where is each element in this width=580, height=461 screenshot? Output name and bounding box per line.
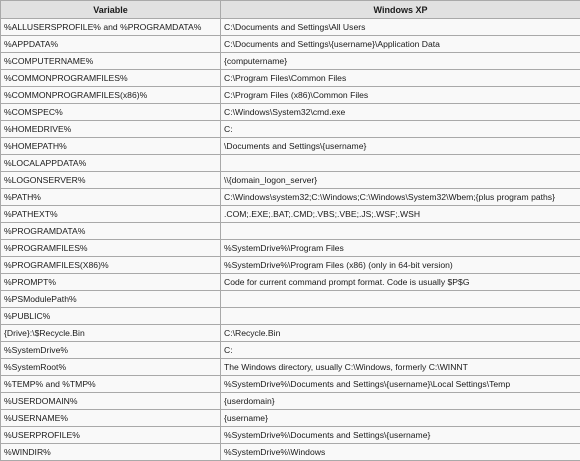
table-row	[1, 427, 580, 444]
table-row	[1, 19, 580, 36]
value-cell	[221, 291, 580, 308]
table-row	[1, 274, 580, 291]
value-cell: C:\Documents and Settings\All Users	[221, 19, 580, 36]
table-row	[1, 121, 580, 138]
table-row	[1, 172, 580, 189]
value-cell: C:	[221, 342, 580, 359]
table-row	[1, 70, 580, 87]
variable-cell: %PUBLIC%	[1, 308, 221, 325]
variable-cell: %PATHEXT%	[1, 206, 221, 223]
table-row	[1, 240, 580, 257]
table-row	[1, 104, 580, 121]
variable-cell: %PROGRAMFILES(X86)%	[1, 257, 221, 274]
value-cell: C:\Recycle.Bin	[221, 325, 580, 342]
table-row	[1, 444, 580, 461]
value-cell	[221, 223, 580, 240]
value-cell: C:\Program Files\Common Files	[221, 70, 580, 87]
table-body	[1, 19, 580, 461]
variable-cell: %LOCALAPPDATA%	[1, 155, 221, 172]
value-cell: \Documents and Settings\{username}	[221, 138, 580, 155]
value-cell: %SystemDrive%\Documents and Settings\{username}	[221, 427, 580, 444]
value-cell: {computername}	[221, 53, 580, 70]
table-row	[1, 376, 580, 393]
table-row	[1, 223, 580, 240]
table-row	[1, 138, 580, 155]
table-row	[1, 36, 580, 53]
variable-cell: %ALLUSERSPROFILE% and %PROGRAMDATA%	[1, 19, 221, 36]
variable-cell: %COMSPEC%	[1, 104, 221, 121]
variable-cell: %PATH%	[1, 189, 221, 206]
table-row	[1, 342, 580, 359]
variable-cell: %PSModulePath%	[1, 291, 221, 308]
variable-cell: %COMPUTERNAME%	[1, 53, 221, 70]
table-row	[1, 308, 580, 325]
value-cell	[221, 308, 580, 325]
table-row	[1, 410, 580, 427]
value-cell: %SystemDrive%\Windows	[221, 444, 580, 461]
table-row	[1, 155, 580, 172]
variable-cell: %USERNAME%	[1, 410, 221, 427]
value-cell	[221, 155, 580, 172]
variable-cell: %PROGRAMFILES%	[1, 240, 221, 257]
value-cell: C:\Documents and Settings\{username}\Application Data	[221, 36, 580, 53]
variable-cell: %SystemRoot%	[1, 359, 221, 376]
value-cell: C:	[221, 121, 580, 138]
variable-cell: %HOMEPATH%	[1, 138, 221, 155]
variable-cell: %HOMEDRIVE%	[1, 121, 221, 138]
table-row	[1, 393, 580, 410]
header-row	[1, 1, 580, 19]
variable-cell: %COMMONPROGRAMFILES%	[1, 70, 221, 87]
value-cell: Code for current command prompt format. Code is usually $P$G	[221, 274, 580, 291]
value-cell: {username}	[221, 410, 580, 427]
table-row	[1, 291, 580, 308]
value-cell: The Windows directory, usually C:\Windows, formerly C:\WINNT	[221, 359, 580, 376]
variable-cell: %WINDIR%	[1, 444, 221, 461]
table-row	[1, 53, 580, 70]
table-row	[1, 206, 580, 223]
value-cell: C:\Program Files (x86)\Common Files	[221, 87, 580, 104]
variable-cell: {Drive}:\$Recycle.Bin	[1, 325, 221, 342]
variable-cell: %PROMPT%	[1, 274, 221, 291]
variable-cell: %SystemDrive%	[1, 342, 221, 359]
variable-cell: %TEMP% and %TMP%	[1, 376, 221, 393]
variable-cell: %PROGRAMDATA%	[1, 223, 221, 240]
table-row	[1, 87, 580, 104]
value-cell: %SystemDrive%\Program Files (x86) (only in 64-bit version)	[221, 257, 580, 274]
value-cell: \\{domain_logon_server}	[221, 172, 580, 189]
header-windows-xp: Windows XP	[221, 1, 580, 19]
table-row	[1, 359, 580, 376]
value-cell: C:\Windows\system32;C:\Windows;C:\Windows\System32\Wbem;{plus program paths}	[221, 189, 580, 206]
header-variable: Variable	[1, 1, 221, 19]
variable-cell: %USERDOMAIN%	[1, 393, 221, 410]
table-row	[1, 325, 580, 342]
value-cell: .COM;.EXE;.BAT;.CMD;.VBS;.VBE;.JS;.WSF;.WSH	[221, 206, 580, 223]
variable-cell: %APPDATA%	[1, 36, 221, 53]
variable-cell: %COMMONPROGRAMFILES(x86)%	[1, 87, 221, 104]
value-cell: %SystemDrive%\Program Files	[221, 240, 580, 257]
value-cell: C:\Windows\System32\cmd.exe	[221, 104, 580, 121]
value-cell: %SystemDrive%\Documents and Settings\{username}\Local Settings\Temp	[221, 376, 580, 393]
variable-cell: %LOGONSERVER%	[1, 172, 221, 189]
value-cell: {userdomain}	[221, 393, 580, 410]
table-row	[1, 257, 580, 274]
table-header	[1, 1, 580, 19]
variable-cell: %USERPROFILE%	[1, 427, 221, 444]
table-row	[1, 189, 580, 206]
